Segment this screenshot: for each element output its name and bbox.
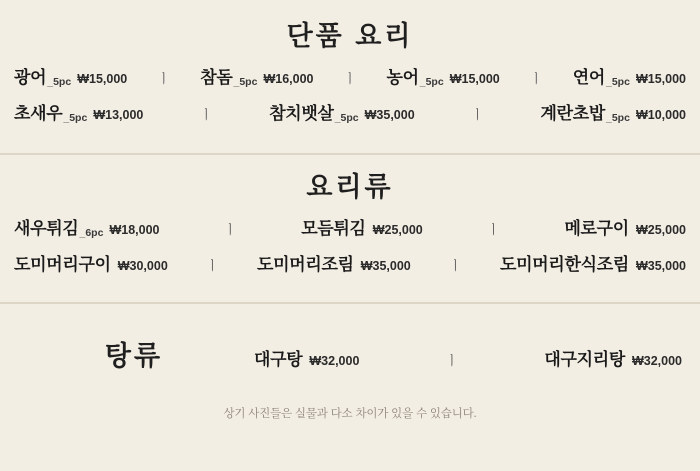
footnote: 상기 사진들은 실물과 다소 차이가 있을 수 있습니다. xyxy=(223,408,477,420)
item-qty: _5pc xyxy=(419,76,444,88)
item-price: ₩15,000 xyxy=(449,72,500,86)
item-qty: _5pc xyxy=(606,112,630,124)
item-name: 계란초밥 xyxy=(540,104,605,123)
item-price: ₩35,000 xyxy=(364,108,415,122)
spacer xyxy=(14,314,686,334)
item-price: ₩13,000 xyxy=(93,108,144,122)
menu-item[interactable] xyxy=(14,214,159,239)
separator: ㅣ xyxy=(445,353,459,368)
separator: ㅣ xyxy=(224,222,237,237)
item-price: ₩35,000 xyxy=(360,259,411,273)
item-name: 모듬튀김 xyxy=(301,219,366,238)
section-yori xyxy=(0,155,700,275)
item-qty: _5pc xyxy=(606,76,630,88)
item-price: ₩25,000 xyxy=(635,223,686,237)
item-name: 메로구이 xyxy=(564,219,629,238)
item-name: 참돔 xyxy=(200,68,233,87)
menu-row xyxy=(14,334,686,373)
menu-row xyxy=(14,99,686,124)
item-price: ₩32,000 xyxy=(631,354,682,368)
spacer xyxy=(0,383,700,405)
menu-row xyxy=(14,214,686,239)
menu-item[interactable] xyxy=(14,63,127,88)
menu-item[interactable] xyxy=(254,345,359,370)
menu-row xyxy=(14,63,686,88)
item-name: 도미머리한식조림 xyxy=(499,255,629,274)
menu-item[interactable] xyxy=(269,99,414,124)
item-name: 대구탕 xyxy=(254,350,303,369)
separator: ㅣ xyxy=(471,107,484,122)
menu-row xyxy=(14,250,686,275)
section-title-yori: 요리류 xyxy=(306,172,394,202)
section-title-danpum: 단품 요리 xyxy=(286,21,414,51)
menu-item[interactable] xyxy=(200,63,313,88)
item-name: 도미머리구이 xyxy=(14,255,111,274)
spacer xyxy=(0,135,700,153)
item-qty: _5pc xyxy=(47,76,72,88)
menu-item[interactable] xyxy=(500,250,686,275)
item-price: ₩10,000 xyxy=(635,108,686,122)
item-price: ₩25,000 xyxy=(372,223,423,237)
menu-item[interactable] xyxy=(257,250,411,275)
item-price: ₩35,000 xyxy=(635,259,686,273)
item-name: 농어 xyxy=(386,68,419,87)
item-name: 연어 xyxy=(572,68,605,87)
separator: ㅣ xyxy=(529,71,543,86)
menu-item[interactable] xyxy=(387,63,500,88)
item-price: ₩18,000 xyxy=(109,223,160,237)
menu-item[interactable] xyxy=(573,63,686,88)
menu-item[interactable] xyxy=(301,214,423,239)
separator: ㅣ xyxy=(157,71,171,86)
item-qty: _6pc xyxy=(79,227,104,239)
menu-item[interactable] xyxy=(544,345,682,370)
item-price: ₩30,000 xyxy=(117,259,168,273)
item-qty: _5pc xyxy=(233,76,258,88)
menu-item[interactable] xyxy=(564,214,686,239)
menu-item[interactable] xyxy=(541,99,686,124)
separator: ㅣ xyxy=(449,258,462,273)
separator: ㅣ xyxy=(487,222,500,237)
menu-item[interactable] xyxy=(14,99,143,124)
item-name: 도미머리조림 xyxy=(256,255,354,274)
item-price: ₩32,000 xyxy=(309,354,360,368)
item-name: 광어 xyxy=(14,68,47,87)
section-tang xyxy=(0,304,700,373)
item-name: 새우튀김 xyxy=(14,219,79,238)
item-name: 초새우 xyxy=(14,104,63,123)
section-danpum xyxy=(0,0,700,124)
spacer xyxy=(0,286,700,302)
menu-item[interactable] xyxy=(14,250,168,275)
separator: ㅣ xyxy=(199,107,213,122)
separator: ㅣ xyxy=(343,71,357,86)
tang-items xyxy=(254,345,686,370)
item-qty: _5pc xyxy=(63,112,88,124)
separator: ㅣ xyxy=(206,258,219,273)
item-price: ₩15,000 xyxy=(635,72,686,86)
item-name: 참치뱃살 xyxy=(269,104,334,123)
item-price: ₩15,000 xyxy=(77,72,128,86)
item-price: ₩16,000 xyxy=(263,72,314,86)
item-name: 대구지리탕 xyxy=(544,350,625,369)
section-title-tang: 탕류 xyxy=(104,341,164,371)
item-qty: _5pc xyxy=(334,112,359,124)
